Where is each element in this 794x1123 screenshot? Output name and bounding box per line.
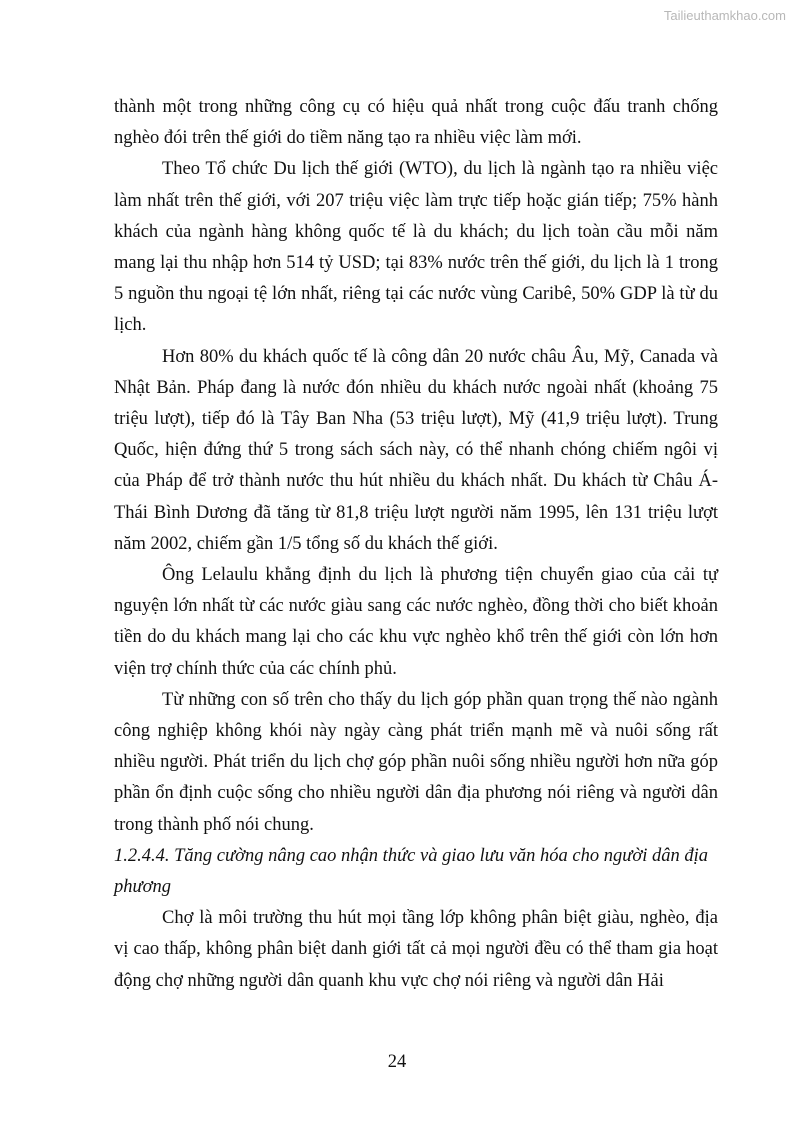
paragraph-conclusion: Từ những con số trên cho thấy du lịch góp phần quan trọng thế nào ngành công nghiệp không khói này ngày càng phát triển mạnh mẽ và nuôi sống rất nhiều người. Phát triển du lịch chợ góp phần nuôi sống nhiều người hơn nữa góp phần ổn định cuộc sống cho nhiều người dân địa phương nói riêng và người dân trong thành phố nói chung.	[114, 689, 718, 835]
paragraph-lelaulu-statement: Ông Lelaulu khẳng định du lịch là phương tiện chuyển giao của cải tự nguyện lớn nhất từ các nước giàu sang các nước nghèo, đồng thời cho biết khoản tiền do du khách mang lại cho các khu vực nghèo khổ trên thế giới còn lớn hơn viện trợ chính thức của các chính phủ.	[114, 565, 718, 679]
document-body	[114, 92, 718, 997]
watermark-text: Tailieuthamkhao.com	[663, 8, 786, 23]
paragraph-market-environment: Chợ là môi trường thu hút mọi tầng lớp không phân biệt giàu, nghèo, địa vị cao thấp, không phân biệt danh giới tất cả mọi người đều có thể tham gia hoạt động chợ những người dân quanh khu vực chợ nói riêng và người dân Hải	[114, 908, 718, 991]
paragraph-continuation: thành một trong những công cụ có hiệu quả nhất trong cuộc đấu tranh chống nghèo đói trên thế giới do tiềm năng tạo ra nhiều việc làm mới.	[114, 97, 718, 149]
page-number: 24	[387, 1052, 407, 1072]
paragraph-international-tourists: Hơn 80% du khách quốc tế là công dân 20 nước châu Âu, Mỹ, Canada và Nhật Bản. Pháp đang là nước đón nhiều du khách nước ngoài nhất (khoảng 75 triệu lượt), tiếp đó là Tây Ban Nha (53 triệu lượt), Mỹ (41,9 triệu lượt). Trung Quốc, hiện đứng thứ 5 trong sách sách này, có thể nhanh chóng chiếm ngôi vị của Pháp để trở thành nước thu hút nhiều du khách nhất. Du khách từ Châu Á- Thái Bình Dương đã tăng từ 81,8 triệu lượt người năm 1995, lên 131 triệu lượt năm 2002, chiếm gần 1/5 tổng số du khách thế giới.	[114, 346, 718, 554]
paragraph-wto-statistics: Theo Tổ chức Du lịch thế giới (WTO), du lịch là ngành tạo ra nhiều việc làm nhất trên thế giới, với 207 triệu việc làm trực tiếp hoặc gián tiếp; 75% hành khách của ngành hàng không quốc tế là du khách; du lịch toàn cầu mỗi năm mang lại thu nhập hơn 514 tỷ USD; tại 83% nước trên thế giới, du lịch là 1 trong 5 nguồn thu ngoại tệ lớn nhất, riêng tại các nước vùng Caribê, 50% GDP là từ du lịch.	[114, 159, 718, 336]
section-heading: 1.2.4.4. Tăng cường nâng cao nhận thức và giao lưu văn hóa cho người dân địa phương	[114, 845, 708, 898]
